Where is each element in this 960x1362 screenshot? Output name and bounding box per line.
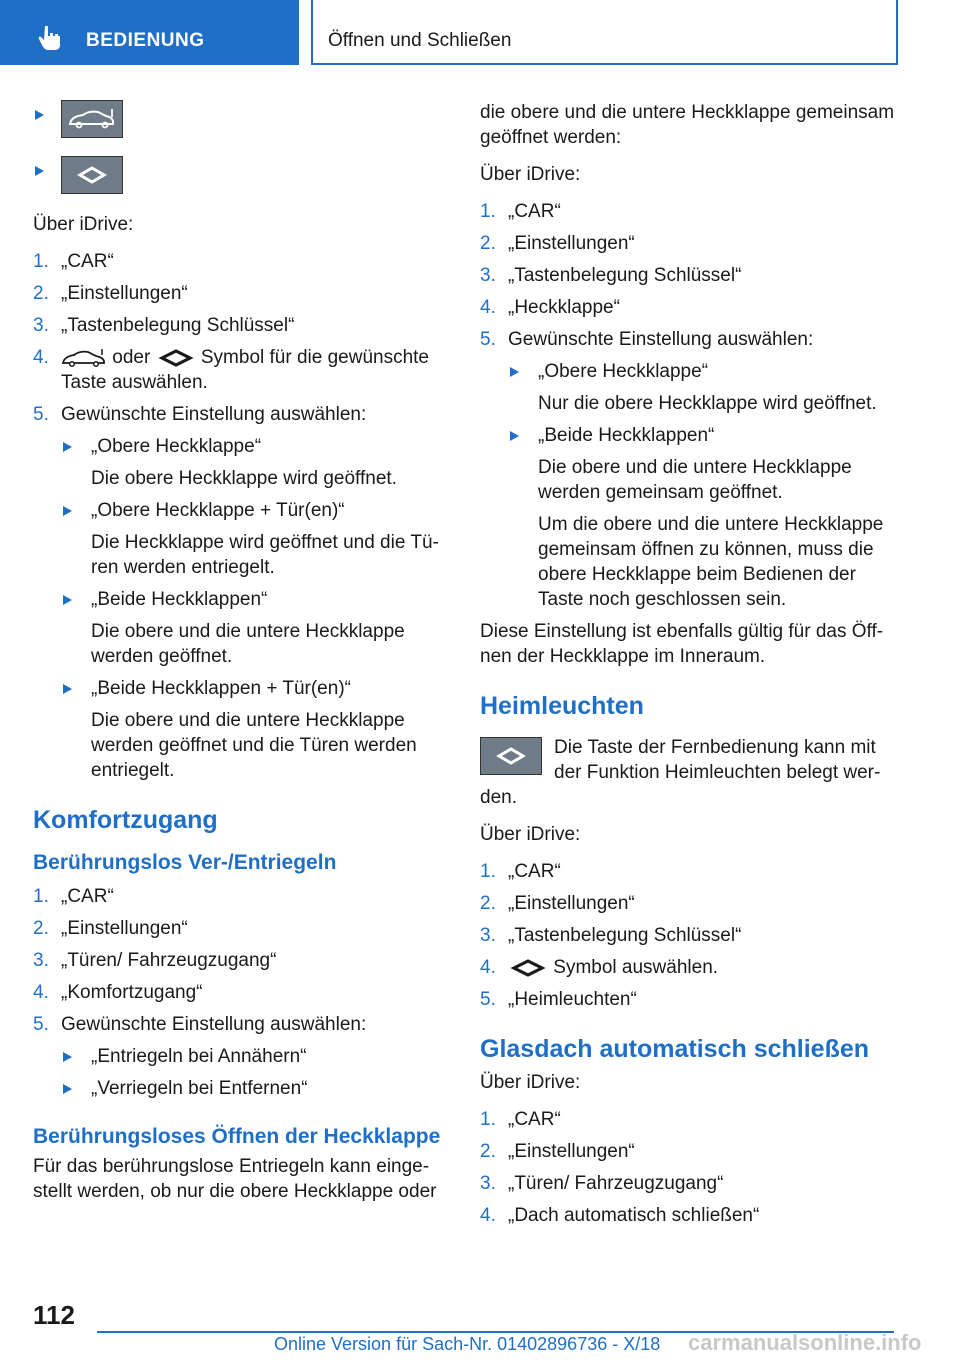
triangle-bullet-icon [510,367,519,377]
list-item: 3. „Tastenbelegung Schlüssel“ [33,315,295,336]
steps-list-1 [33,249,448,427]
paragraph: Die Taste der Fernbedienung kann mit der Funktion Heimleuchten belegt werden. [480,737,881,808]
list-item: „Entriegeln bei Annähern“ [33,1044,448,1069]
list-item: 1. „CAR“ [33,251,114,272]
list-item: „Obere Heckklappe“ Die obere Heckklappe wird geöffnet. [33,434,448,491]
triangle-bullet-icon [63,1052,72,1062]
uber-idrive-label: Über iDrive: [33,214,134,235]
list-item: 2. „Einstellungen“ [480,893,635,914]
list-item: 4. Symbol auswählen. [480,957,719,978]
options-list-3 [480,359,895,612]
chapter-title: Öffnen und Schließen [328,30,512,51]
right-column [480,100,895,1235]
list-item: „Verriegeln bei Entfernen“ [33,1076,448,1101]
home-light-key-button [61,156,123,194]
uber-idrive-label: Über iDrive: [480,164,581,185]
triangle-bullet-icon [63,442,72,452]
triangle-bullet-icon [35,110,44,120]
chapter-header [311,0,898,65]
options-list-2 [33,1044,448,1101]
heading-komfortzugang: Komfortzugang [33,806,218,834]
triangle-bullet-icon [63,684,72,694]
list-item: 1. „CAR“ [33,886,114,907]
heading-heimleuchten: Heimleuchten [480,692,644,720]
list-item: 2. „Einstellungen“ [33,283,188,304]
heading-beruehrungslos: Berührungslos Ver-/Entriegeln [33,851,337,874]
diamond-icon [481,738,541,774]
list-item: „Beide Heckklappen“ Die obere und die untere Heckklappe werden geöffnet. [33,587,448,669]
section-label: BEDIENUNG [86,30,205,51]
list-item: 4. oder Symbol für die gewünschte Taste auswählen. [33,347,429,393]
diamond-icon-option [33,156,448,212]
list-item: 3. „Tastenbelegung Schlüssel“ [480,925,742,946]
heading-glasdach: Glasdach automatisch schließen [480,1035,870,1063]
list-item: 3. „Tastenbelegung Schlüssel“ [480,265,742,286]
list-item: 4. „Heckklappe“ [480,297,620,318]
home-light-key-button [480,737,542,775]
watermark: carmanualsonline.info [688,1330,922,1355]
car-icon [61,347,107,369]
triangle-bullet-icon [63,595,72,605]
list-item: „Obere Heckklappe + Tür(en)“ Die Heckklappe wird geöffnet und die Türen werden entriegelt. [33,498,448,580]
steps-list-5 [480,1107,895,1228]
heading-oeffnen-heckklappe: Berührungsloses Öffnen der Heckklappe [33,1125,441,1148]
heim-block [480,735,895,810]
paragraph: Diese Einstellung ist ebenfalls gültig für das Öffnen der Heckklappe im Inneraum. [480,621,884,667]
steps-list-4 [480,859,895,1012]
list-item: 2. „Einstellungen“ [480,1141,635,1162]
list-item: 5. Gewünschte Einstellung auswählen: [33,1014,367,1035]
diamond-icon [508,957,548,979]
list-item: 3. „Türen/ Fahrzeugzugang“ [33,950,277,971]
list-item: „Obere Heckklappe“ Nur die obere Heckklappe wird geöffnet. [480,359,895,416]
footer-text: Online Version für Sach-Nr. 01402896736 - X/18 [274,1334,661,1354]
list-item: „Beide Heckklappen“ Die obere und die untere Heckklappe werden gemeinsam geöffnet. Um die obere und die untere Heckklappe gemeinsam öffnen zu können, muss die obere Heckklappe beim Bedienen der Taste noch geschlossen sein. [480,423,895,612]
triangle-bullet-icon [510,431,519,441]
left-column [33,100,448,1204]
uber-idrive-label: Über iDrive: [480,824,581,845]
uber-idrive-label: Über iDrive: [480,1072,581,1093]
section-tab [0,0,299,65]
paragraph: Für das berührungslose Entriegeln kann eingestellt werden, ob nur die obere Heckklappe oder [33,1156,437,1202]
list-item: 1. „CAR“ [480,201,561,222]
list-item: 4. „Dach automatisch schließen“ [480,1205,760,1226]
list-item: 1. „CAR“ [480,861,561,882]
list-item: 2. „Einstellungen“ [480,233,635,254]
triangle-bullet-icon [63,1084,72,1094]
car-icon-option [33,100,448,156]
list-item: 2. „Einstellungen“ [33,918,188,939]
list-item: 5. Gewünschte Einstellung auswählen: [480,329,814,350]
options-list-1 [33,434,448,783]
triangle-bullet-icon [63,506,72,516]
list-item: 4. „Komfortzugang“ [33,982,203,1003]
hand-pointer-icon [36,24,64,52]
list-item: 1. „CAR“ [480,1109,561,1130]
triangle-bullet-icon [35,166,44,176]
page-number: 112 [33,1300,75,1330]
tailgate-key-button [61,100,123,138]
diamond-icon [156,347,196,369]
list-item: 5. „Heimleuchten“ [480,989,637,1010]
paragraph: die obere und die untere Heckklappe gemeinsam geöffnet werden: [480,102,895,148]
list-item: 3. „Türen/ Fahrzeugzugang“ [480,1173,724,1194]
list-item: 5. Gewünschte Einstellung auswählen: [33,404,367,425]
steps-list-3 [480,199,895,352]
list-item: „Beide Heckklappen + Tür(en)“ Die obere und die untere Heckklappe werden geöffnet und die Türen werden entriegelt. [33,676,448,783]
car-tailgate-icon [62,101,122,137]
steps-list-2 [33,884,448,1037]
diamond-icon [62,157,122,193]
